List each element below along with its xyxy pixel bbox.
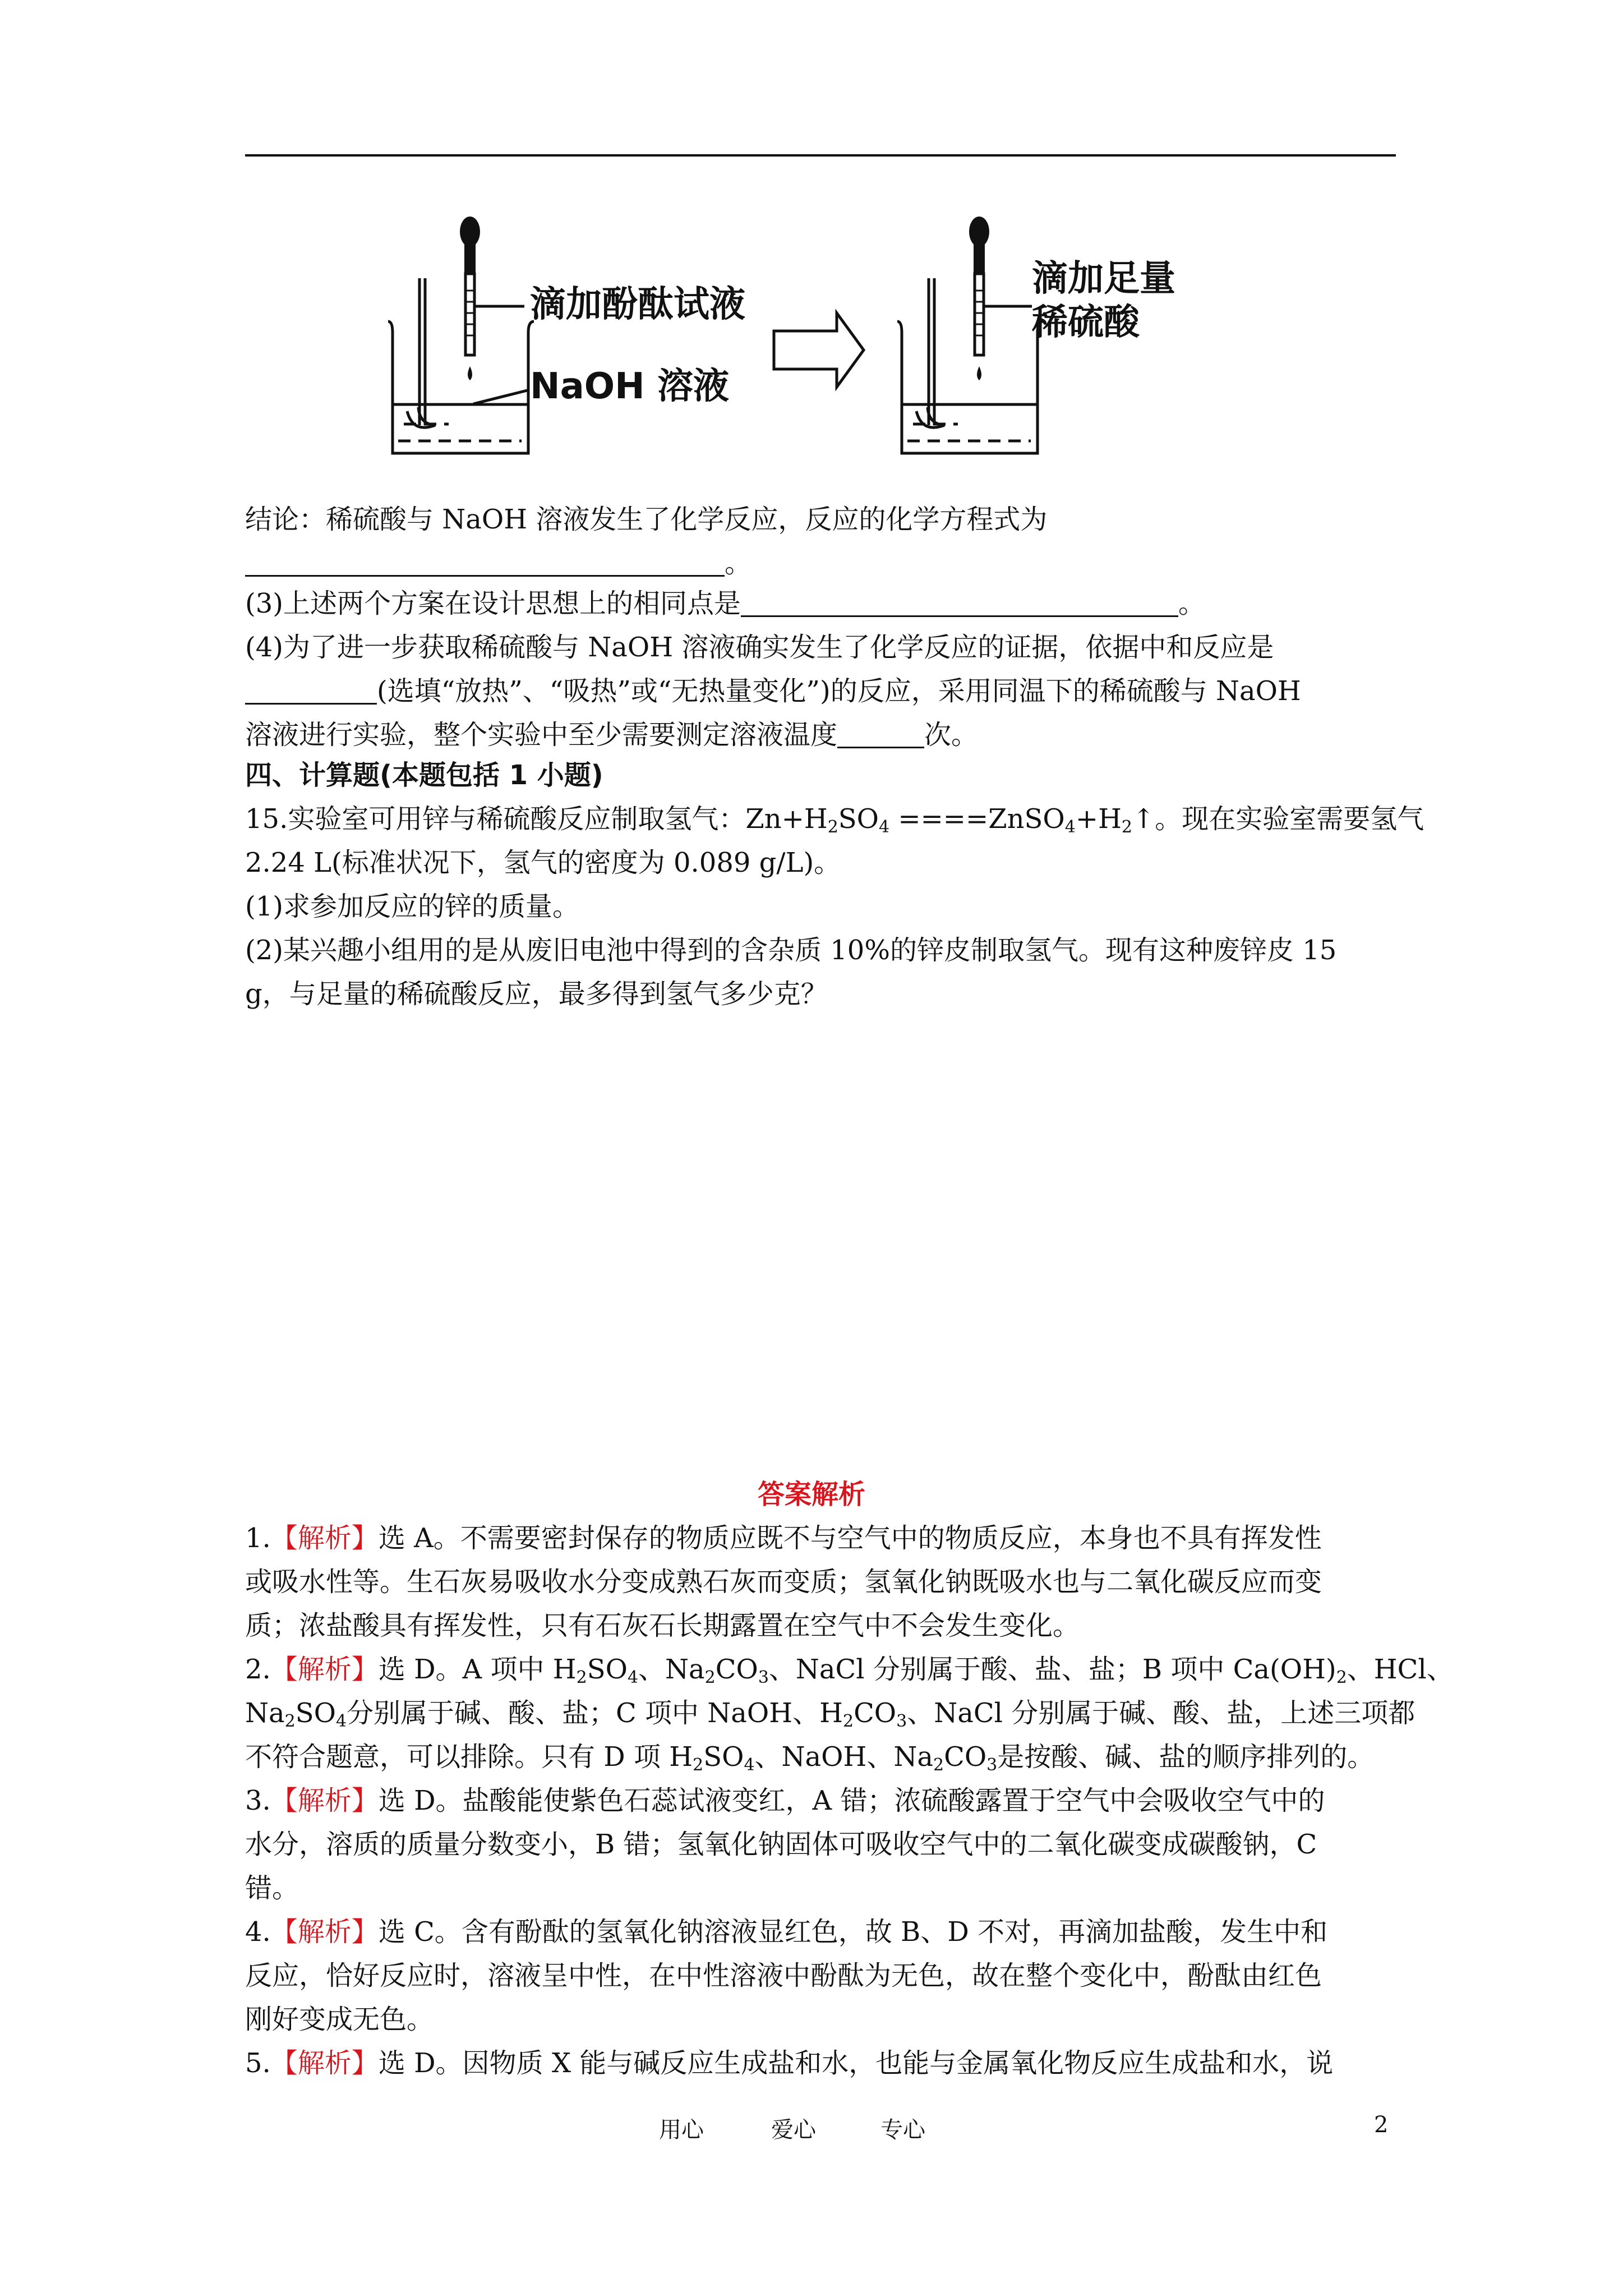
label-add-acid-2: 稀硫酸 xyxy=(1032,302,1140,343)
arrow xyxy=(774,313,864,387)
answer-1-line2: 或吸水性等。生石灰易吸收水分变成熟石灰而变质；氢氧化钠既吸水也与二氧化碳反应而变 xyxy=(245,1566,1322,1598)
header-rule xyxy=(245,154,1396,157)
q15-part2-line1: (2)某兴趣小组用的是从废旧电池中得到的含杂质 10%的锌皮制取氢气。现有这种废锌皮 15 xyxy=(245,935,1337,966)
label-phenolphthalein: 滴加酚酞试液 xyxy=(530,284,745,325)
answer-blank xyxy=(245,678,377,705)
label-add-acid-1: 滴加足量 xyxy=(1032,258,1175,300)
answer-4-line1: 4.【解析】选 C。含有酚酞的氢氧化钠溶液显红色，故 B、D 不对，再滴加盐酸，发生中和 xyxy=(245,1916,1328,1948)
right-beaker xyxy=(897,278,1043,453)
answer-3-line2: 水分，溶质的质量分数变小，B 错；氢氧化钠固体可吸收空气中的二氧化碳变成碳酸钠，C xyxy=(245,1829,1317,1860)
answer-blank xyxy=(741,591,1178,617)
answers-title: 答案解析 xyxy=(757,1479,865,1510)
conclusion-blank-line: 。 xyxy=(245,550,751,577)
answer-2-line1: 2.【解析】选 D。A 项中 $H_2SO_4$、$Na_2CO_3$、NaCl 分别属于酸、盐、盐；B 项中 $Ca(OH)_2$、HCl、 xyxy=(245,1654,1454,1687)
q4-line-3: 溶液进行实验，整个实验中至少需要测定溶液温度 次。 xyxy=(245,719,979,751)
left-beaker xyxy=(388,278,534,453)
experiment-figure xyxy=(381,212,1256,464)
answer-4-line3: 刚好变成无色。 xyxy=(245,2004,434,2035)
left-dropper xyxy=(460,217,527,404)
answer-3-line1: 3.【解析】选 D。盐酸能使紫色石蕊试液变红，A 错；浓硫酸露置于空气中会吸收空气中的 xyxy=(245,1785,1325,1816)
q15-line-2: 2.24 L(标准状况下，氢气的密度为 0.089 g/L)。 xyxy=(245,847,841,878)
answer-5-line1: 5.【解析】选 D。因物质 X 能与碱反应生成盐和水，也能与金属氧化物反应生成盐和水，说 xyxy=(245,2047,1334,2079)
q4-line-1: (4)为了进一步获取稀硫酸与 NaOH 溶液确实发生了化学反应的证据，依据中和反应是 xyxy=(245,632,1274,663)
answer-blank xyxy=(245,550,725,577)
answer-blank xyxy=(837,722,924,748)
q15-part1: (1)求参加反应的锌的质量。 xyxy=(245,891,579,922)
q3-line: (3)上述两个方案在设计思想上的相同点是 。 xyxy=(245,588,1206,619)
answer-1-line3: 质；浓盐酸具有挥发性，只有石灰石长期露置在空气中不会发生变化。 xyxy=(245,1610,1080,1641)
answer-2-line3: 不符合题意，可以排除。只有 D 项 $H_2SO_4$、NaOH、$Na_2CO_3$是按酸、碱、盐的顺序排列的。 xyxy=(245,1741,1375,1775)
footer-text-1: 用心 xyxy=(659,2117,704,2143)
footer-text-2: 爱心 xyxy=(771,2117,816,2143)
q15-part2-line2: g，与足量的稀硫酸反应，最多得到氢气多少克？ xyxy=(245,978,828,1010)
conclusion-line: 结论：稀硫酸与 NaOH 溶液发生了化学反应，反应的化学方程式为 xyxy=(245,504,1048,535)
answer-2-line2: $Na_2SO_4$分别属于碱、酸、盐；C 项中 NaOH、$H_2CO_3$、NaCl 分别属于碱、酸、盐，上述三项都 xyxy=(245,1697,1415,1731)
answer-3-line3: 错。 xyxy=(245,1872,299,1904)
footer-text-3: 专心 xyxy=(880,2117,925,2143)
answer-4-line2: 反应，恰好反应时，溶液呈中性，在中性溶液中酚酞为无色，故在整个变化中，酚酞由红色 xyxy=(245,1960,1322,1991)
answer-1-line1: 1.【解析】选 A。不需要密封保存的物质应既不与空气中的物质反应，本身也不具有挥发性 xyxy=(245,1522,1322,1554)
page-number: 2 xyxy=(1374,2112,1389,2138)
q15-line-1: 15.实验室可用锌与稀硫酸反应制取氢气：$Zn+H_2SO_4$ $====ZnSO_4+H_2↑$。现在实验室需要氢气 xyxy=(245,803,1424,837)
right-dropper xyxy=(969,217,1032,380)
section-heading: 四、计算题(本题包括 1 小题) xyxy=(245,760,603,791)
q4-line-2: (选填“放热”、“吸热”或“无热量变化”)的反应，采用同温下的稀硫酸与 NaOH xyxy=(245,678,1301,705)
label-naoh: NaOH 溶液 xyxy=(530,366,729,407)
